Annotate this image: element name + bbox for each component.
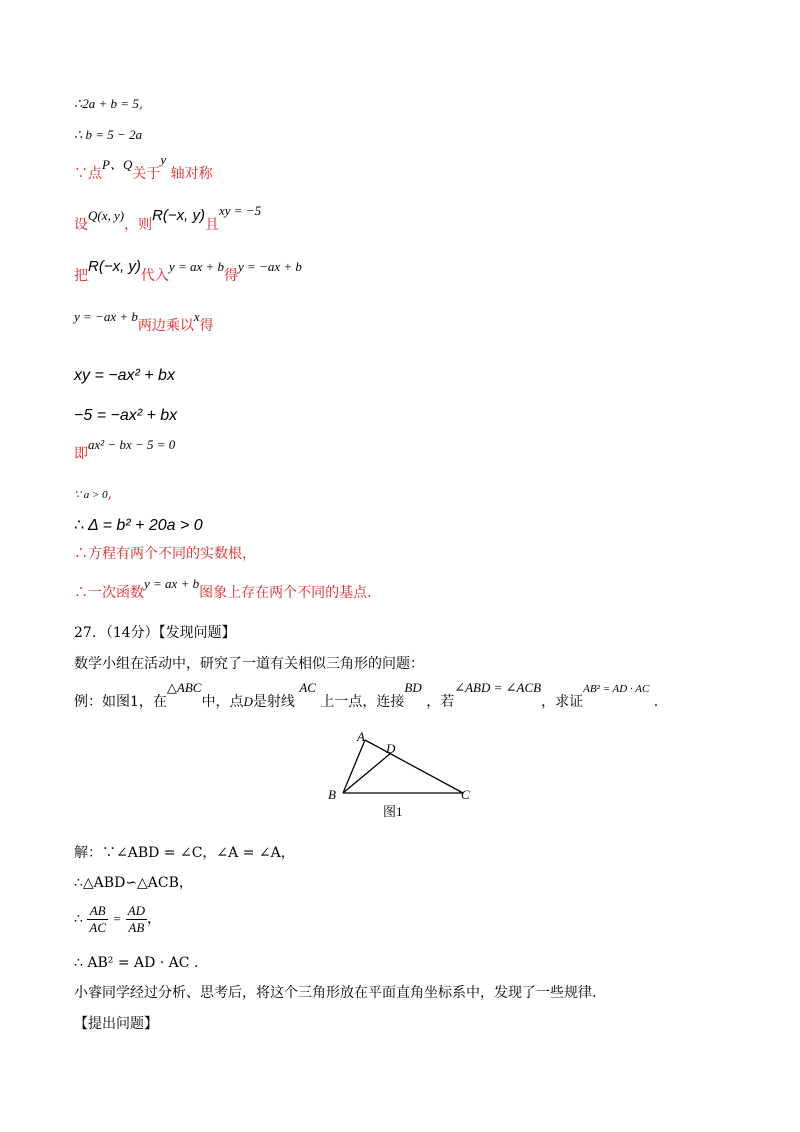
- problem-header: 27．（14分）【发现问题】: [74, 625, 236, 641]
- solution-line-1: 解：∵∠ABD = ∠C，∠A = ∠A，: [74, 845, 295, 861]
- text: 轴对称: [170, 166, 213, 182]
- line-10: [74, 486, 112, 503]
- math-expr: y: [160, 152, 167, 167]
- math-expr: D: [243, 694, 253, 709]
- line-5: [74, 258, 302, 285]
- math-expr: y = −ax + b: [74, 309, 138, 324]
- line-2: [74, 127, 142, 144]
- next-section-header: 【提出问题】: [74, 1016, 158, 1032]
- solution-line-3: [74, 903, 161, 935]
- text: 代入: [140, 268, 169, 284]
- text: 是射线: [252, 694, 295, 710]
- numerator: AB: [87, 903, 108, 920]
- problem-intro: 数学小组在活动中，研究了一道有关相似三角形的问题：: [74, 656, 424, 672]
- denominator: AC: [89, 919, 106, 935]
- side-ab: [343, 740, 365, 793]
- math-expr: R(−x, y): [152, 207, 206, 224]
- text: 即: [74, 446, 88, 462]
- math-expr: ∵ a > 0: [74, 489, 108, 501]
- figure-caption: 图1: [383, 804, 403, 819]
- text: 把: [74, 268, 88, 284]
- math-expr: x: [193, 309, 200, 324]
- label-b: B: [328, 787, 336, 802]
- label-c: C: [461, 787, 470, 802]
- math-expr: xy = −5: [219, 203, 262, 218]
- math-expr: y = ax + b: [144, 576, 200, 591]
- math-expr: −5 = −ax² + bx: [74, 407, 178, 424]
- math-expr: R(−x, y): [88, 258, 141, 275]
- closing-text: 小睿同学经过分析、思考后，将这个三角形放在平面直角坐标系中，发现了一些规律.: [74, 985, 597, 1001]
- numerator: AD: [127, 903, 146, 918]
- math-expr: BD: [404, 680, 422, 695]
- line-3: [74, 152, 213, 183]
- comma: ,: [138, 96, 144, 112]
- text: .: [653, 694, 659, 710]
- math-expr: Q(x, y): [88, 208, 125, 223]
- line-11: [74, 516, 203, 535]
- label-d: D: [386, 741, 396, 756]
- text: ∴: [74, 911, 83, 928]
- solution-line-4: ∴ AB² = AD · AC .: [74, 955, 199, 971]
- text: ，求证: [541, 694, 584, 710]
- text: 图象上存在两个不同的基点.: [199, 585, 372, 601]
- math-expr: ∴ Δ = b² + 20a > 0: [74, 517, 203, 534]
- line-9: [74, 437, 176, 463]
- solution-line-2: ∴△ABD∽△ACB，: [74, 875, 193, 891]
- text: 且: [205, 217, 220, 233]
- math-expr: ax² − bx − 5 = 0: [88, 437, 176, 452]
- text: 得: [199, 318, 214, 334]
- text: 设: [74, 217, 88, 233]
- line-4: [74, 203, 262, 234]
- text: ，若: [426, 694, 455, 710]
- triangle-figure: [325, 725, 485, 825]
- text: 得: [224, 268, 239, 284]
- text: 例：如图1，在: [74, 694, 167, 710]
- text: 中，点: [201, 694, 244, 710]
- comma: ,: [107, 486, 113, 502]
- math-expr: ∠ABD = ∠ACB: [454, 680, 542, 695]
- side-ac: [365, 740, 463, 793]
- line-13: [74, 576, 372, 602]
- math-expr: AC: [299, 680, 316, 695]
- label-a: A: [357, 729, 365, 744]
- text: 上一点，连接: [320, 694, 405, 710]
- math-expr: △ABC: [166, 680, 202, 695]
- text: 两边乘以: [137, 318, 194, 334]
- math-expr: P、Q: [102, 157, 133, 172]
- text: ∴一次函数: [74, 585, 144, 601]
- equals: =: [112, 911, 122, 927]
- math-expr: AB² = AD · AC: [583, 683, 650, 695]
- line-8: [74, 406, 177, 425]
- text: ∵点: [74, 166, 102, 182]
- denominator: AB: [128, 919, 145, 935]
- line-6: [74, 309, 214, 335]
- segment-bd: [343, 753, 391, 793]
- text: ，: [147, 911, 162, 928]
- line-1: [74, 96, 143, 113]
- math-expr: y = ax + b: [168, 259, 225, 274]
- fraction-ab-ac: [87, 903, 108, 935]
- text: 关于: [132, 166, 161, 182]
- math-expr: y = −ax + b: [238, 259, 302, 274]
- math-expr: ∴2a + b = 5: [74, 96, 139, 111]
- text: ，则: [124, 217, 153, 233]
- math-expr: xy = −ax² + bx: [74, 367, 175, 384]
- math-expr: ∴ b = 5 − 2a: [74, 127, 143, 142]
- line-12: ∴方程有两个不同的实数根，: [74, 546, 256, 562]
- fraction-ad-ab: [126, 903, 147, 935]
- line-7: [74, 366, 175, 385]
